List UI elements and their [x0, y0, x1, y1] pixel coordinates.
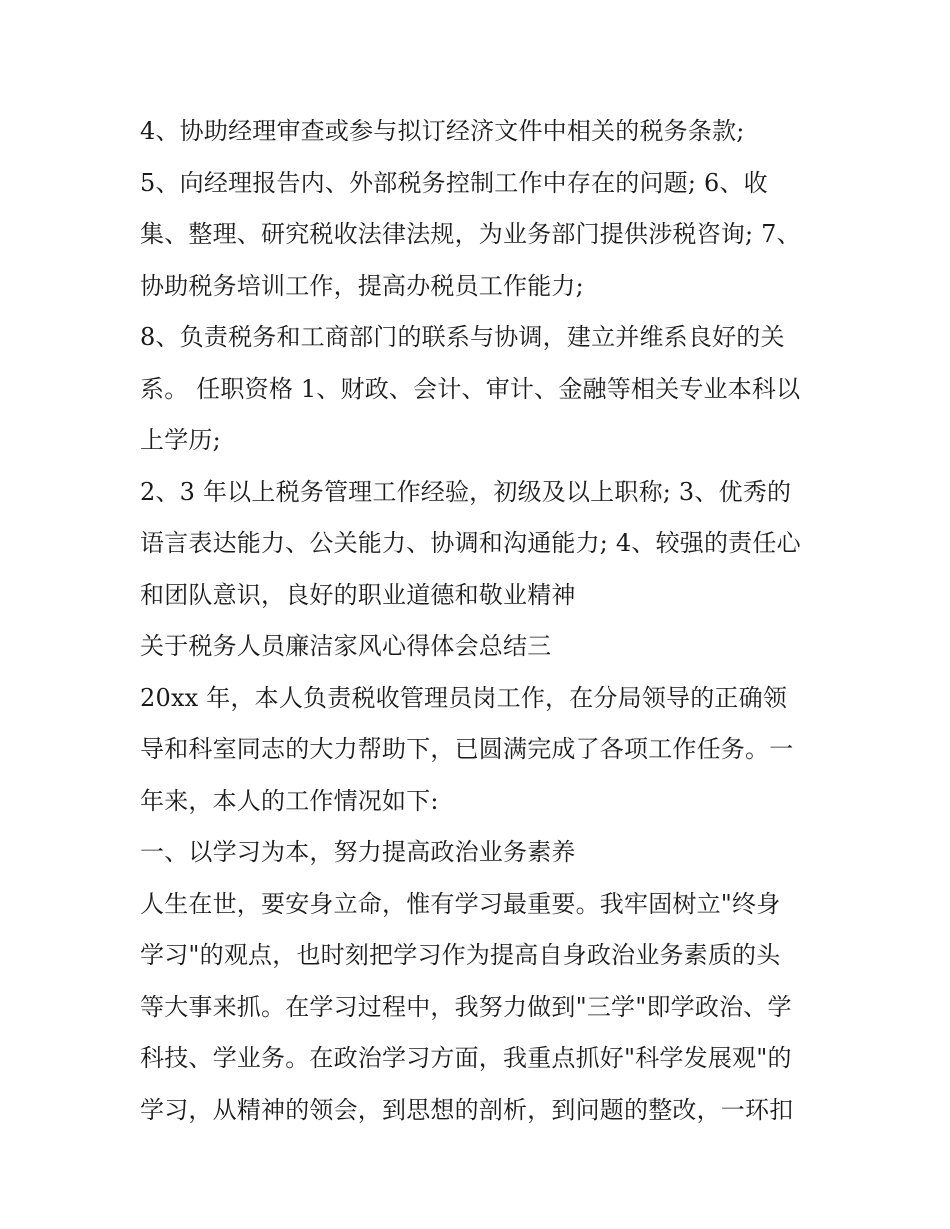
text-line: 协助税务培训工作，提高办税员工作能力; [140, 271, 584, 300]
text-line: 学习"的观点，也时刻把学习作为提高自身政治业务素质的头 [140, 941, 781, 969]
text-line: 2、3 年以上税务管理工作经验，初级及以上职称; 3、优秀的 [140, 477, 792, 506]
text-line: 导和科室同志的大力帮助下，已圆满完成了各项工作任务。一 [140, 735, 794, 763]
text-line: 等大事来抓。在学习过程中，我努力做到"三学"即学政治、学 [140, 992, 792, 1021]
text-line: 4、协助经理审查或参与拟订经济文件中相关的税务条款; [140, 117, 745, 145]
text-line: 年来，本人的工作情况如下: [140, 786, 439, 815]
text-line: 系。 任职资格 1、财政、会计、审计、金融等相关专业本科以 [140, 374, 801, 403]
text-line: 人生在世，要安身立命，惟有学习最重要。我牢固树立"终身 [140, 889, 781, 918]
text-line: 科技、学业务。在政治学习方面，我重点抓好"科学发展观"的 [140, 1044, 792, 1072]
text-line: 学习，从精神的领会，到思想的剖析，到问题的整改，一环扣 [140, 1095, 794, 1124]
text-line: 集、整理、研究税收法律法规，为业务部门提供涉税咨询; 7、 [140, 220, 801, 248]
text-line: 上学历; [140, 426, 221, 454]
section-heading: 关于税务人员廉洁家风心得体会总结三 [140, 632, 552, 660]
text-line: 和团队意识，良好的职业道德和敬业精神 [140, 580, 576, 609]
document-body [140, 106, 820, 1136]
text-line: 5、向经理报告内、外部税务控制工作中存在的问题; 6、收 [140, 168, 768, 197]
subsection-heading: 一、以学习为本，努力提高政治业务素养 [140, 838, 576, 866]
text-line: 8、负责税务和工商部门的联系与协调，建立并维系良好的关 [140, 323, 785, 351]
text-line: 20xx 年，本人负责税收管理员岗工作，在分局领导的正确领 [140, 683, 788, 712]
text-line: 语言表达能力、公关能力、协调和沟通能力; 4、较强的责任心 [140, 529, 801, 557]
